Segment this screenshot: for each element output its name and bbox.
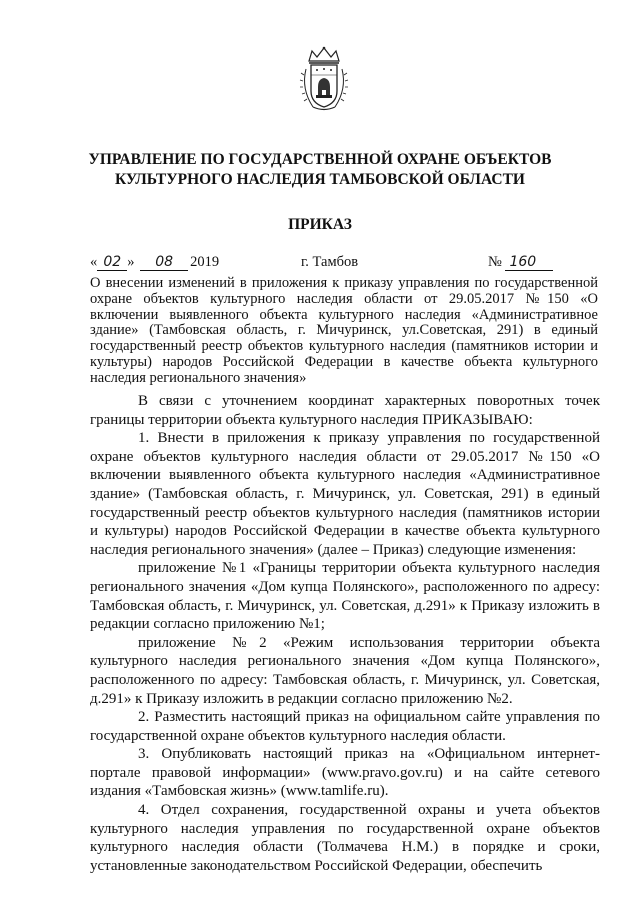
date-year: 2019: [190, 254, 220, 270]
organization-title-line-2: КУЛЬТУРНОГО НАСЛЕДИЯ ТАМБОВСКОЙ ОБЛАСТИ: [115, 171, 525, 188]
paragraph-item-2: 2. Разместить настоящий приказ на официальном сайте управления по государственной охране объектов культурного наследия области.: [90, 709, 600, 744]
document-number: [488, 254, 553, 271]
document-type: ПРИКАЗ: [288, 216, 352, 233]
paragraph-item-3: 3. Опубликовать настоящий приказ на «Официальном интернет-портале правовой информации» (www.pravo.gov.ru) и на сайте сетевого издания «Тамбовская жизнь» (www.tamlife.ru).: [90, 746, 600, 800]
date-day: 02: [97, 254, 127, 271]
order-body: [90, 392, 600, 875]
number-value: 160: [505, 254, 553, 271]
number-sign: №: [488, 254, 502, 270]
date-quote-open: «: [90, 254, 98, 270]
document-city: г. Тамбов: [301, 254, 359, 270]
organization-title-line-1: УПРАВЛЕНИЕ ПО ГОСУДАРСТВЕННОЙ ОХРАНЕ ОБЪЕКТОВ: [88, 151, 552, 168]
organization-title: [60, 150, 580, 190]
date-quote-close: »: [127, 254, 135, 270]
paragraph-appendix-2: приложение №2 «Режим использования территории объекта культурного наследия регионального значения «Дом купца Полянского», расположенного по адресу: Тамбовская область, г. Мичуринск, ул. Советская, д.291» к Приказу изложить в редакции согласно приложению №2.: [90, 634, 600, 707]
paragraph-item-4: 4. Отдел сохранения, государственной охраны и учета объектов культурного наследия управления по государственной охране объектов культурного наследия области (Толмачева Н.М.) в порядке и сроки, установленные законодательством Российской Федерации, обеспечить: [90, 802, 600, 874]
paragraph-preamble: В связи с уточнением координат характерных поворотных точек границы территории объекта культурного наследия ПРИКАЗЫВАЮ:: [90, 393, 600, 428]
document-date: [90, 254, 219, 271]
date-month: 08: [140, 254, 188, 271]
coat-of-arms-icon: [299, 45, 349, 115]
order-subject: О внесении изменений в приложения к приказу управления по государственной охране объектов культурного наследия области от 29.05.2017 №150 «О включении выявленного объекта культурного наследия «Административное здание» (Тамбовская область, г. Мичуринск, ул.Советская, 291) в единый государственный реестр объектов культурного наследия (памятников истории и культуры) народов Российской Федерации в качестве объекта культурного наследия регионального значения»: [90, 275, 598, 386]
paragraph-appendix-1: приложение №1 «Границы территории объекта культурного наследия регионального значения «Дом купца Полянского», расположенного по адресу: Тамбовская область, г. Мичуринск, ул. Советская, д.291» к Приказу изложить в редакции согласно приложению №1;: [90, 560, 600, 633]
paragraph-item-1: 1. Внести в приложения к приказу управления по государственной охране объектов культурного наследия области от 29.05.2017 №150 «О включении выявленного объекта культурного наследия «Административное здание» (Тамбовская область, г. Мичуринск, ул. Советская, 291) в единый государственный реестр объектов культурного наследия (памятников истории и культуры) народов Российской Федерации в качестве объекта культурного наследия регионального значения» (далее – Приказ) следующие изменения:: [90, 430, 600, 558]
